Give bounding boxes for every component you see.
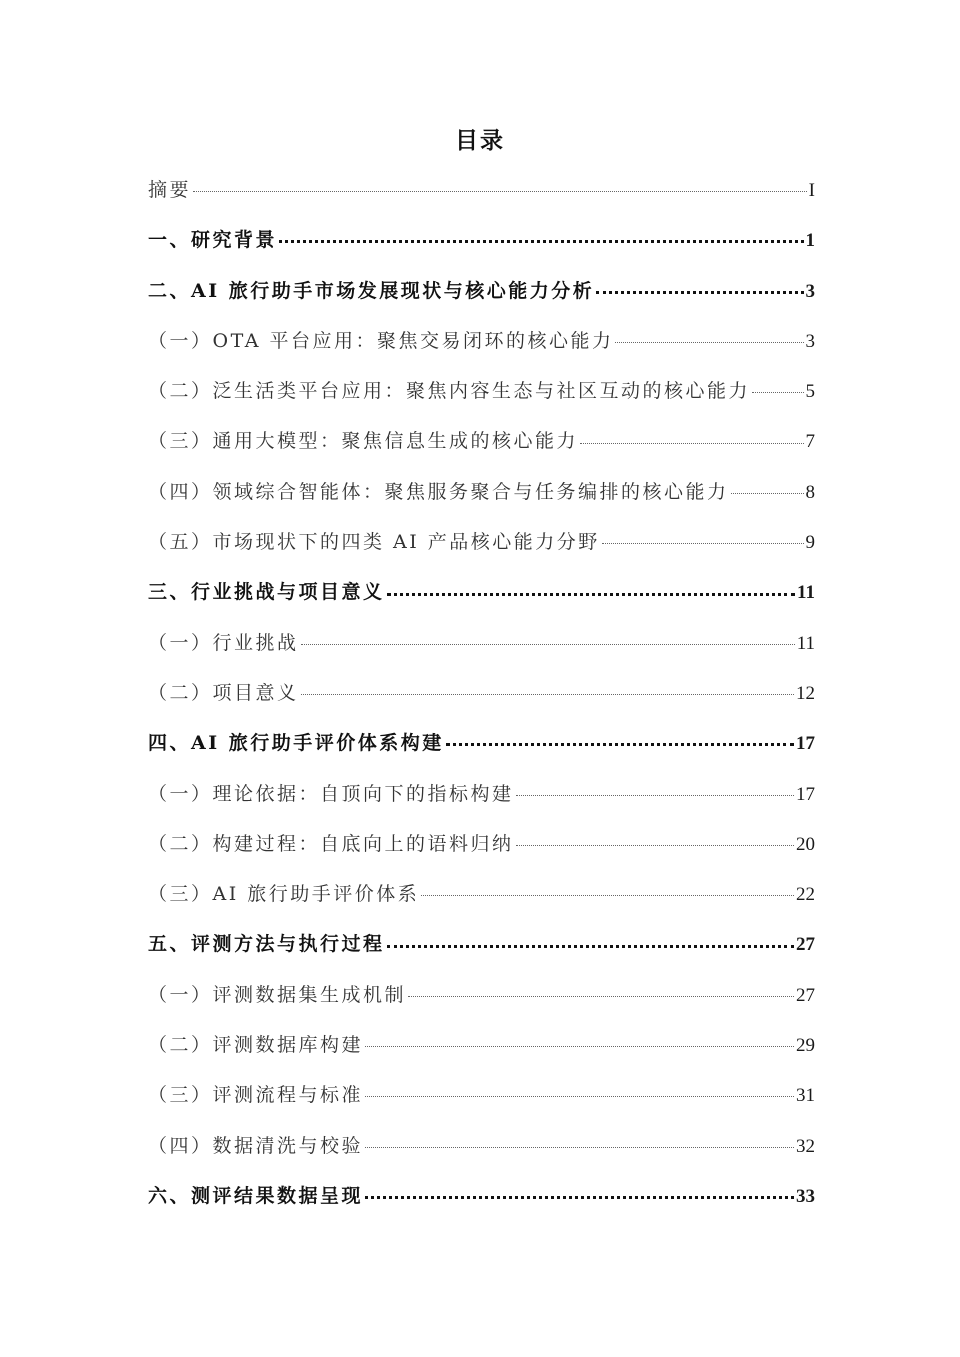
toc-entry-page: 32	[796, 1135, 815, 1157]
toc-entry-page: 12	[796, 682, 815, 704]
toc-entry-page: 9	[805, 532, 815, 554]
toc-entry-label: （一）评测数据集生成机制	[148, 983, 407, 1006]
toc-entry-section-3-1[interactable]	[148, 623, 815, 673]
dot-leader	[408, 995, 794, 997]
toc-entry-page: 8	[805, 481, 815, 503]
toc-entry-section-2-3[interactable]	[148, 421, 815, 471]
dot-leader	[193, 190, 807, 192]
toc-entry-page: 22	[796, 884, 815, 906]
toc-entry-page: 11	[796, 632, 815, 654]
toc-entry-page: 33	[796, 1185, 815, 1207]
dot-leader	[516, 794, 794, 796]
dot-leader	[279, 239, 803, 243]
table-of-contents	[148, 170, 815, 1226]
toc-entry-label: （三）通用大模型：聚焦信息生成的核心能力	[148, 430, 579, 453]
toc-entry-label: 四、AI 旅行助手评价体系构建	[148, 732, 444, 755]
dot-leader	[596, 290, 803, 294]
toc-entry-label: （二）项目意义	[148, 681, 299, 704]
toc-entry-section-3-2[interactable]	[148, 673, 815, 723]
dot-leader	[446, 742, 794, 746]
toc-entry-section-2-5[interactable]	[148, 522, 815, 572]
toc-entry-label: 摘要	[148, 179, 192, 201]
dot-leader	[615, 341, 803, 343]
toc-entry-section-5-2[interactable]	[148, 1025, 815, 1075]
dot-leader	[301, 643, 795, 645]
toc-entry-abstract[interactable]	[148, 170, 815, 220]
dot-leader	[365, 1146, 794, 1148]
dot-leader	[516, 844, 794, 846]
toc-entry-label: 一、研究背景	[148, 229, 278, 252]
dot-leader	[301, 693, 794, 695]
toc-entry-section-4-2[interactable]	[148, 824, 815, 874]
dot-leader	[580, 442, 803, 444]
toc-entry-page: 27	[796, 984, 815, 1006]
toc-entry-page: 3	[805, 330, 815, 352]
toc-entry-section-5-1[interactable]	[148, 975, 815, 1025]
toc-entry-page: 29	[796, 1035, 815, 1057]
dot-leader	[421, 894, 794, 896]
dot-leader	[365, 1095, 794, 1097]
toc-entry-page: 20	[796, 833, 815, 855]
toc-entry-chapter-1[interactable]	[148, 220, 815, 270]
toc-entry-chapter-4[interactable]	[148, 723, 815, 773]
toc-entry-label: （三）评测流程与标准	[148, 1084, 364, 1107]
toc-entry-page: 3	[805, 280, 815, 302]
toc-entry-page: 17	[796, 783, 815, 805]
toc-entry-section-2-4[interactable]	[148, 472, 815, 522]
toc-entry-label: （五）市场现状下的四类 AI 产品核心能力分野	[148, 531, 600, 554]
toc-entry-page: I	[808, 180, 815, 201]
toc-entry-section-4-1[interactable]	[148, 774, 815, 824]
toc-entry-chapter-2[interactable]	[148, 271, 815, 321]
toc-entry-label: （四）领域综合智能体：聚焦服务聚合与任务编排的核心能力	[148, 480, 729, 503]
toc-entry-label: 五、评测方法与执行过程	[148, 933, 385, 956]
toc-entry-page: 11	[797, 582, 815, 604]
dot-leader	[387, 592, 796, 596]
toc-entry-chapter-3[interactable]	[148, 572, 815, 622]
toc-entry-label: （一）OTA 平台应用：聚焦交易闭环的核心能力	[148, 329, 614, 352]
toc-entry-section-5-4[interactable]	[148, 1126, 815, 1176]
dot-leader	[387, 944, 794, 948]
dot-leader	[602, 542, 804, 544]
toc-title: 目录	[455, 127, 505, 154]
toc-entry-label: （四）数据清洗与校验	[148, 1134, 364, 1157]
toc-entry-page: 27	[796, 934, 815, 956]
toc-entry-label: （二）泛生活类平台应用：聚焦内容生态与社区互动的核心能力	[148, 380, 751, 403]
toc-entry-page: 31	[796, 1085, 815, 1107]
toc-entry-section-5-3[interactable]	[148, 1075, 815, 1125]
toc-entry-label: （二）评测数据库构建	[148, 1034, 364, 1057]
toc-entry-label: （二）构建过程：自底向上的语料归纳	[148, 832, 514, 855]
toc-entry-label: 六、测评结果数据呈现	[148, 1184, 364, 1207]
toc-entry-section-2-1[interactable]	[148, 321, 815, 371]
toc-entry-page: 7	[805, 431, 815, 453]
dot-leader	[365, 1045, 794, 1047]
toc-entry-chapter-5[interactable]	[148, 924, 815, 974]
toc-entry-label: （一）理论依据：自顶向下的指标构建	[148, 782, 514, 805]
toc-entry-label: （一）行业挑战	[148, 631, 299, 654]
toc-entry-chapter-6[interactable]	[148, 1176, 815, 1226]
toc-entry-page: 17	[796, 733, 815, 755]
dot-leader	[365, 1195, 794, 1199]
toc-entry-page: 5	[805, 381, 815, 403]
dot-leader	[731, 492, 804, 494]
toc-entry-label: 三、行业挑战与项目意义	[148, 581, 385, 604]
toc-entry-section-4-3[interactable]	[148, 874, 815, 924]
toc-entry-label: 二、AI 旅行助手市场发展现状与核心能力分析	[148, 279, 595, 302]
dot-leader	[752, 391, 803, 393]
toc-entry-label: （三）AI 旅行助手评价体系	[148, 883, 420, 906]
toc-entry-section-2-2[interactable]	[148, 371, 815, 421]
toc-entry-page: 1	[805, 230, 815, 252]
